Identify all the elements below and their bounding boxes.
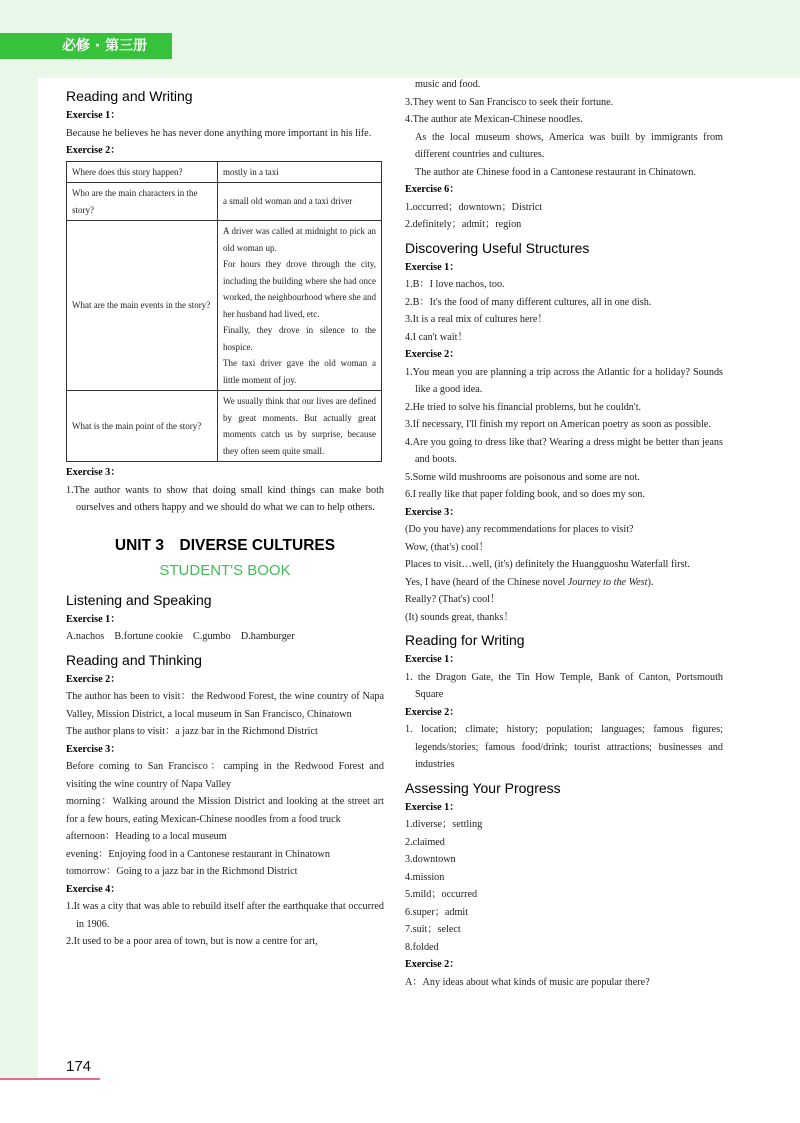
section-title: Discovering Useful Structures: [405, 239, 590, 256]
answer-text: 3.If necessary, I'll finish my report on American poetry as soon as possible.: [405, 419, 711, 430]
section-title: Reading for Writing: [405, 632, 525, 648]
exercise-label: Exercise 3：: [405, 506, 460, 518]
left-strip: [0, 59, 38, 1078]
book-tab: 必修 · 第三册: [0, 33, 172, 59]
answer-line: The taxi driver gave the old woman a little moment of joy.: [223, 358, 376, 385]
right-column: [405, 76, 723, 991]
answer-text: 6.I really like that paper folding book, and so does my son.: [405, 489, 645, 500]
answer-line: A driver was called at midnight to pick an old woman up.: [223, 226, 376, 253]
answer-text: tomorrow：Going to a jazz bar in the Richmond District: [66, 866, 298, 877]
answer-line: For hours they drove through the city, including the building where she had once worked, the neighbourhood where she and her husband had lived, etc.: [223, 259, 376, 319]
answer-text: 3.They went to San Francisco to seek their fortune.: [405, 96, 614, 108]
table-cell-question: What is the main point of the story?: [67, 391, 218, 462]
answer-text: 6.super；admit: [405, 906, 469, 918]
answer-text: Places to visit…well, (it's) definitely the Huangguoshu Waterfall first.: [405, 559, 690, 570]
exercise-label: Exercise 1：: [66, 110, 121, 121]
exercise-label: Exercise 2：: [405, 706, 460, 718]
answer-text: The author has been to visit：the Redwood Forest, the wine country of Napa Valley, Mission District, a local museum in San Francisco, Chinatown: [66, 691, 384, 720]
exercise-label: Exercise 4：: [66, 883, 121, 895]
answer-text: afternoon：Heading to a local museum: [66, 831, 227, 842]
answer-text: 2.definitely；admit；region: [405, 219, 522, 230]
section-title: Listening and Speaking: [66, 591, 212, 608]
answer-text: 2.He tried to solve his financial problems, but he couldn't.: [405, 401, 642, 413]
exercise-label: Exercise 2：: [66, 145, 121, 156]
answer-text: (It) sounds great, thanks！: [405, 611, 514, 623]
page-number: 174: [66, 1058, 92, 1075]
answer-text: 7.suit；select: [405, 924, 461, 935]
answer-text: 1.B：I love nachos, too.: [405, 279, 505, 290]
answer-text: 2.It used to be a poor area of town, but is now a centre for art,: [66, 936, 318, 947]
answer-text: Because he believes he has never done anything more important in his life.: [66, 127, 372, 139]
answer-text: 1. location; climate; history; population; languages; famous figures; legends/stories; famous food/drink; tourist attractions; businesses and industries: [405, 724, 723, 770]
answer-text: Before coming to San Francisco：camping in the Redwood Forest and visiting the wine country of Napa Valley: [66, 761, 384, 790]
table-cell-answer: [218, 183, 382, 221]
answer-text: The author plans to visit：a jazz bar in the Richmond District: [66, 726, 318, 737]
answer-text: 1. the Dragon Gate, the Tin How Temple, Bank of Canton, Portsmouth Square: [405, 671, 723, 700]
table-cell-answer: [218, 221, 382, 391]
table-row: [67, 161, 382, 183]
table-row: [67, 221, 382, 391]
table-row: [67, 391, 382, 462]
exercise-label: Exercise 3：: [66, 467, 121, 478]
answer-text: Wow, (that's) cool！: [405, 541, 489, 553]
answer-text: 3.downtown: [405, 854, 456, 865]
page-number-underline: [0, 1078, 100, 1080]
answer-text: 8.folded: [405, 941, 439, 953]
novel-title: Journey to the West: [567, 576, 648, 588]
answer-text: 1.diverse；settling: [405, 819, 483, 830]
answer-text: A.nachos B.fortune cookie C.gumbo D.hamburger: [66, 631, 295, 642]
answer-line: a small old woman and a taxi driver: [223, 196, 353, 207]
answer-text: music and food.: [415, 79, 481, 90]
exercise-label: Exercise 1：: [405, 654, 460, 665]
section-title: Reading and Thinking: [66, 651, 202, 668]
left-column: [66, 82, 384, 951]
answer-text: 1.It was a city that was able to rebuild itself after the earthquake that occurred in 1906.: [66, 901, 384, 930]
table-cell-answer: [218, 391, 382, 462]
table-cell-question: Who are the main characters in the story?: [67, 183, 218, 221]
table-cell-answer: [218, 161, 382, 183]
answer-text-part: Yes, I have (heard of the Chinese novel: [405, 576, 568, 588]
answer-line: Finally, they drove in silence to the hospice.: [223, 325, 376, 352]
exercise-label: Exercise 2：: [66, 673, 121, 685]
answer-text: 4.mission: [405, 871, 445, 883]
story-table: [66, 161, 382, 463]
exercise-label: Exercise 2：: [405, 349, 460, 360]
exercise-label: Exercise 1：: [405, 801, 460, 813]
answer-text: 3.It is a real mix of cultures here！: [405, 314, 548, 325]
exercise-label: Exercise 6：: [405, 184, 460, 195]
answer-text: The author ate Chinese food in a Cantonese restaurant in Chinatown.: [415, 166, 696, 178]
exercise-label: Exercise 2：: [405, 959, 460, 970]
students-book-heading: STUDENT'S BOOK: [159, 562, 291, 579]
answer-text: evening：Enjoying food in a Cantonese restaurant in Chinatown: [66, 848, 330, 860]
answer-text: morning：Walking around the Mission District and looking at the street art for a few hours, eating Mexican-Chinese noodles from a food truck: [66, 796, 384, 825]
answer-text: (Do you have) any recommendations for places to visit?: [405, 524, 634, 535]
answer-line: mostly in a taxi: [223, 166, 279, 177]
answer-text: 4.The author ate Mexican-Chinese noodles.: [405, 114, 583, 125]
exercise-label: Exercise 3：: [66, 743, 121, 755]
section-title: Reading and Writing: [66, 88, 193, 104]
answer-line: We usually think that our lives are defined by great moments. But actually great moments catch us by surprise, because they often seem quite small.: [223, 396, 376, 456]
section-title: Assessing Your Progress: [405, 779, 561, 796]
answer-text: 2.claimed: [405, 836, 445, 848]
unit-title: UNIT 3 DIVERSE CULTURES: [114, 536, 336, 554]
answer-text: [405, 574, 723, 592]
table-cell-question: Where does this story happen?: [67, 161, 218, 183]
answer-text: 5.Some wild mushrooms are poisonous and some are not.: [405, 471, 640, 483]
exercise-label: Exercise 1：: [66, 613, 121, 625]
table-cell-question: What are the main events in the story?: [67, 221, 218, 391]
answer-text: 1.occurred；downtown；District: [405, 201, 543, 213]
answer-text: 4.I can't wait！: [405, 331, 468, 343]
exercise-label: Exercise 1：: [405, 261, 460, 273]
answer-text: Really? (That's) cool！: [405, 594, 501, 605]
answer-text: 4.Are you going to dress like that? Wearing a dress might be better than jeans and boots.: [405, 436, 723, 465]
answer-text: 2.B：It's the food of many different cultures, all in one dish.: [405, 296, 652, 308]
answer-text: As the local museum shows, America was built by immigrants from different countries and cultures.: [415, 131, 723, 160]
answer-text: 1.The author wants to show that doing small kind things can make both ourselves and others happy and we should do what we can to help others.: [66, 484, 384, 513]
answer-text: 1.You mean you are planning a trip across the Atlantic for a holiday? Sounds like a good idea.: [405, 366, 723, 395]
table-row: [67, 183, 382, 221]
answer-text: A：Any ideas about what kinds of music are popular there?: [405, 976, 650, 988]
answer-text: 5.mild；occurred: [405, 889, 478, 900]
answer-text-part: ).: [647, 576, 654, 588]
